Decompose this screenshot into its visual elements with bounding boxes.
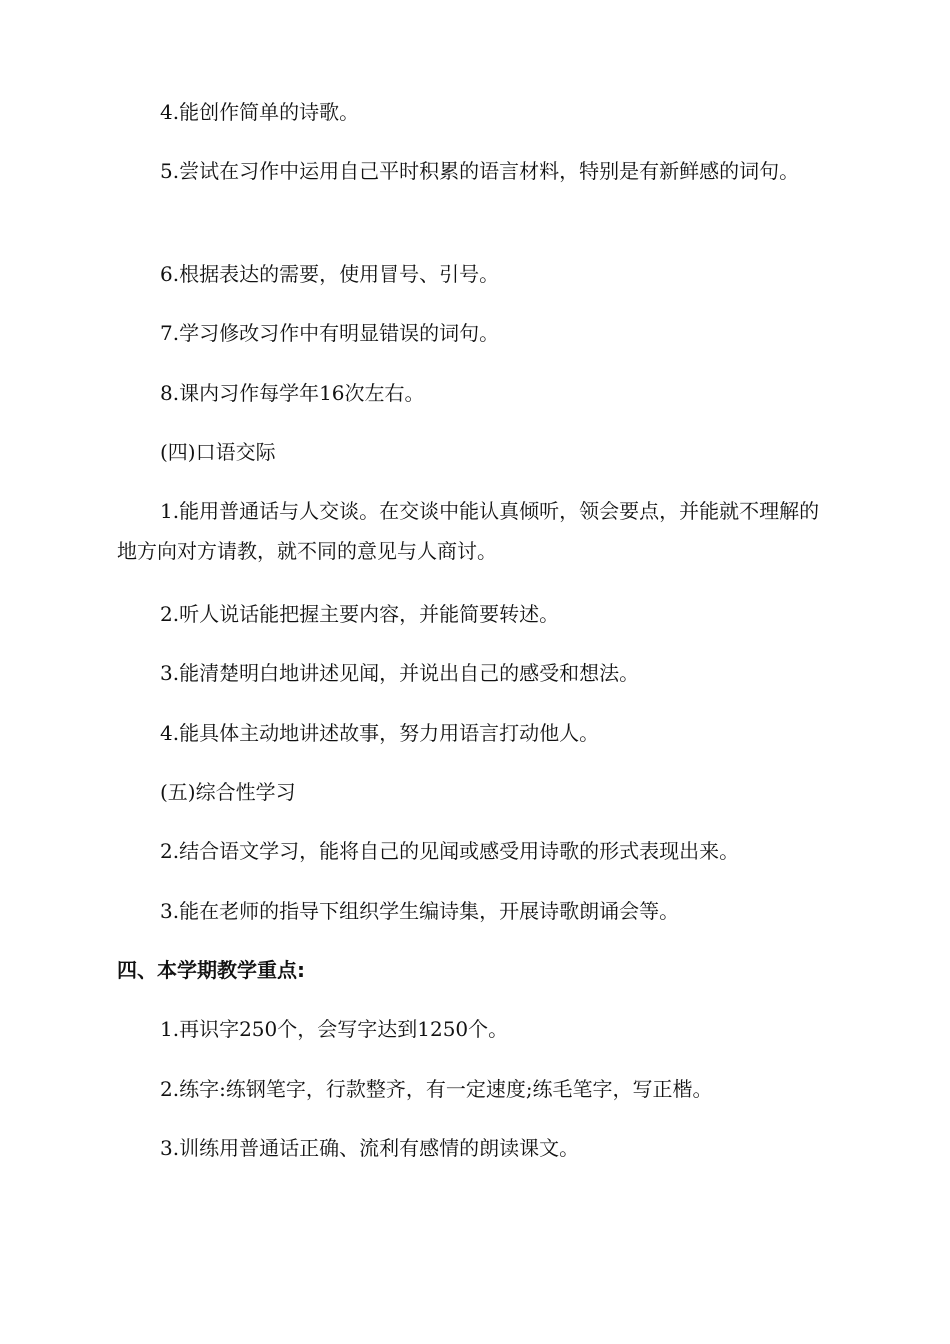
section-heading-teaching-focus: 四、本学期教学重点:	[117, 958, 305, 982]
focus-item-2: 2.练字:练钢笔字，行款整齐，有一定速度;练毛笔字，写正楷。	[160, 1077, 713, 1101]
oral-communication-title: (四)口语交际	[160, 440, 276, 464]
integrated-learning-title: (五)综合性学习	[160, 780, 296, 804]
oral-item-4: 4.能具体主动地讲述故事，努力用语言打动他人。	[160, 721, 600, 745]
focus-item-3: 3.训练用普通话正确、流利有感情的朗读课文。	[160, 1136, 580, 1160]
oral-item-2: 2.听人说话能把握主要内容，并能简要转述。	[160, 602, 560, 626]
writing-item-6: 6.根据表达的需要，使用冒号、引号。	[160, 262, 500, 286]
oral-item-3: 3.能清楚明白地讲述见闻，并说出自己的感受和想法。	[160, 661, 640, 685]
writing-item-7: 7.学习修改习作中有明显错误的词句。	[160, 321, 500, 345]
writing-item-4: 4.能创作简单的诗歌。	[160, 100, 360, 124]
oral-item-1: 1.能用普通话与人交谈。在交谈中能认真倾听，领会要点，并能就不理解的地方向对方请教，就不同的意见与人商讨。	[117, 499, 820, 563]
integrated-item-3: 3.能在老师的指导下组织学生编诗集，开展诗歌朗诵会等。	[160, 899, 680, 923]
integrated-item-2: 2.结合语文学习，能将自己的见闻或感受用诗歌的形式表现出来。	[160, 839, 740, 863]
writing-item-8: 8.课内习作每学年16次左右。	[160, 381, 425, 405]
focus-item-1: 1.再识字250个，会写字达到1250个。	[160, 1017, 509, 1041]
writing-item-5: 5.尝试在习作中运用自己平时积累的语言材料，特别是有新鲜感的词句。	[160, 159, 800, 183]
